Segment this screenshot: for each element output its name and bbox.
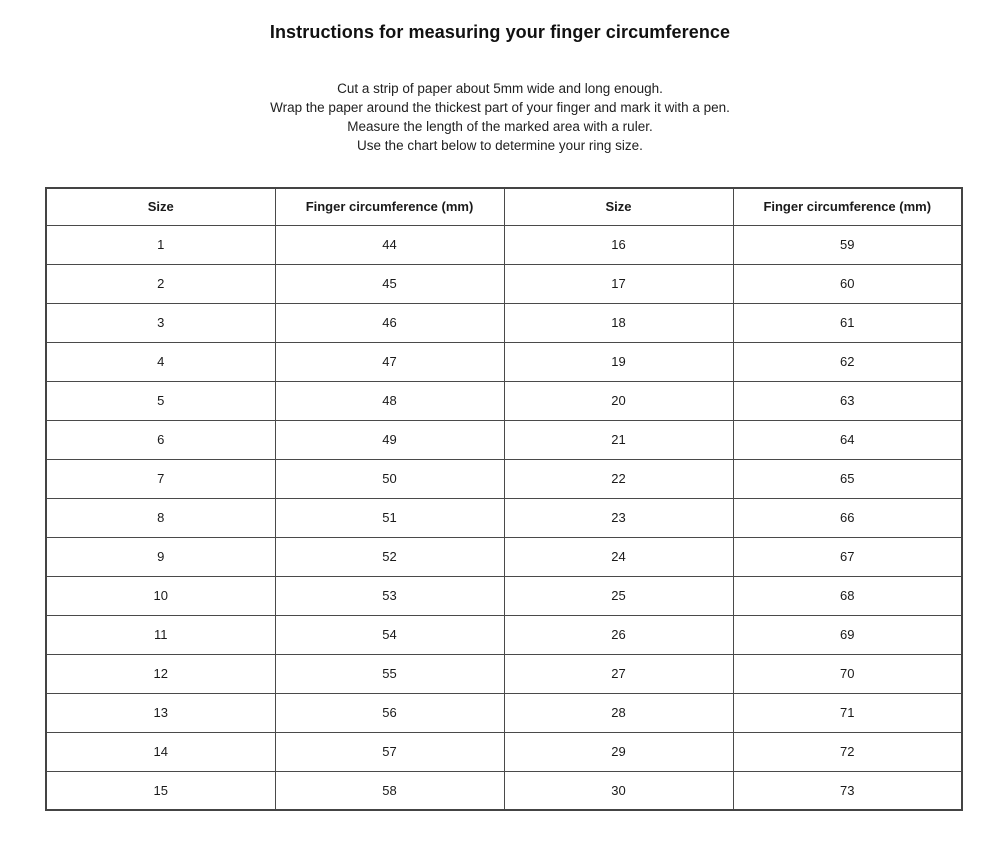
instruction-line: Measure the length of the marked area with a ruler.: [347, 119, 653, 134]
table-cell: 49: [275, 420, 504, 459]
instruction-line: Cut a strip of paper about 5mm wide and long enough.: [337, 81, 663, 96]
table-cell: 1: [46, 225, 275, 264]
table-cell: 14: [46, 732, 275, 771]
table-cell: 69: [733, 615, 962, 654]
table-cell: 16: [504, 225, 733, 264]
ring-size-table: [45, 187, 963, 811]
size-table-body: [46, 225, 962, 810]
table-header-row: [46, 188, 962, 225]
table-cell: 62: [733, 342, 962, 381]
table-cell: 27: [504, 654, 733, 693]
table-cell: 64: [733, 420, 962, 459]
table-cell: 5: [46, 381, 275, 420]
instructions-block: [0, 79, 1000, 155]
table-row: [46, 576, 962, 615]
table-cell: 55: [275, 654, 504, 693]
table-cell: 66: [733, 498, 962, 537]
table-cell: 6: [46, 420, 275, 459]
column-header-size-left: Size: [46, 188, 275, 225]
table-cell: 28: [504, 693, 733, 732]
table-cell: 17: [504, 264, 733, 303]
table-cell: 30: [504, 771, 733, 810]
table-cell: 65: [733, 459, 962, 498]
table-row: [46, 264, 962, 303]
table-cell: 61: [733, 303, 962, 342]
table-cell: 23: [504, 498, 733, 537]
table-cell: 19: [504, 342, 733, 381]
table-cell: 45: [275, 264, 504, 303]
table-cell: 68: [733, 576, 962, 615]
table-cell: 22: [504, 459, 733, 498]
column-header-circumference-left: Finger circumference (mm): [275, 188, 504, 225]
table-cell: 26: [504, 615, 733, 654]
table-cell: 24: [504, 537, 733, 576]
table-row: [46, 303, 962, 342]
table-header: [46, 188, 962, 225]
table-cell: 13: [46, 693, 275, 732]
table-cell: 4: [46, 342, 275, 381]
page-title: Instructions for measuring your finger circumference: [269, 22, 731, 42]
table-cell: 59: [733, 225, 962, 264]
table-cell: 73: [733, 771, 962, 810]
table-cell: 67: [733, 537, 962, 576]
table-cell: 2: [46, 264, 275, 303]
table-cell: 25: [504, 576, 733, 615]
table-cell: 46: [275, 303, 504, 342]
column-header-size-right: Size: [504, 188, 733, 225]
table-cell: 11: [46, 615, 275, 654]
table-cell: 10: [46, 576, 275, 615]
table-cell: 51: [275, 498, 504, 537]
table-cell: 3: [46, 303, 275, 342]
table-row: [46, 420, 962, 459]
table-cell: 47: [275, 342, 504, 381]
table-cell: 21: [504, 420, 733, 459]
table-row: [46, 381, 962, 420]
column-header-circumference-right: Finger circumference (mm): [733, 188, 962, 225]
table-cell: 44: [275, 225, 504, 264]
table-cell: 29: [504, 732, 733, 771]
table-row: [46, 771, 962, 810]
table-row: [46, 498, 962, 537]
table-cell: 48: [275, 381, 504, 420]
table-row: [46, 537, 962, 576]
table-row: [46, 615, 962, 654]
table-cell: 18: [504, 303, 733, 342]
table-cell: 8: [46, 498, 275, 537]
table-row: [46, 342, 962, 381]
table-cell: 9: [46, 537, 275, 576]
instruction-line: Wrap the paper around the thickest part of your finger and mark it with a pen.: [270, 100, 730, 115]
table-cell: 63: [733, 381, 962, 420]
table-cell: 15: [46, 771, 275, 810]
instruction-line: Use the chart below to determine your ring size.: [357, 138, 643, 153]
table-cell: 50: [275, 459, 504, 498]
table-row: [46, 459, 962, 498]
table-row: [46, 693, 962, 732]
table-row: [46, 732, 962, 771]
table-cell: 70: [733, 654, 962, 693]
table-cell: 54: [275, 615, 504, 654]
table-cell: 72: [733, 732, 962, 771]
table-row: [46, 654, 962, 693]
table-cell: 20: [504, 381, 733, 420]
table-cell: 52: [275, 537, 504, 576]
table-cell: 53: [275, 576, 504, 615]
table-cell: 58: [275, 771, 504, 810]
table-cell: 57: [275, 732, 504, 771]
table-cell: 71: [733, 693, 962, 732]
table-cell: 56: [275, 693, 504, 732]
table-row: [46, 225, 962, 264]
table-cell: 60: [733, 264, 962, 303]
table-cell: 12: [46, 654, 275, 693]
table-cell: 7: [46, 459, 275, 498]
